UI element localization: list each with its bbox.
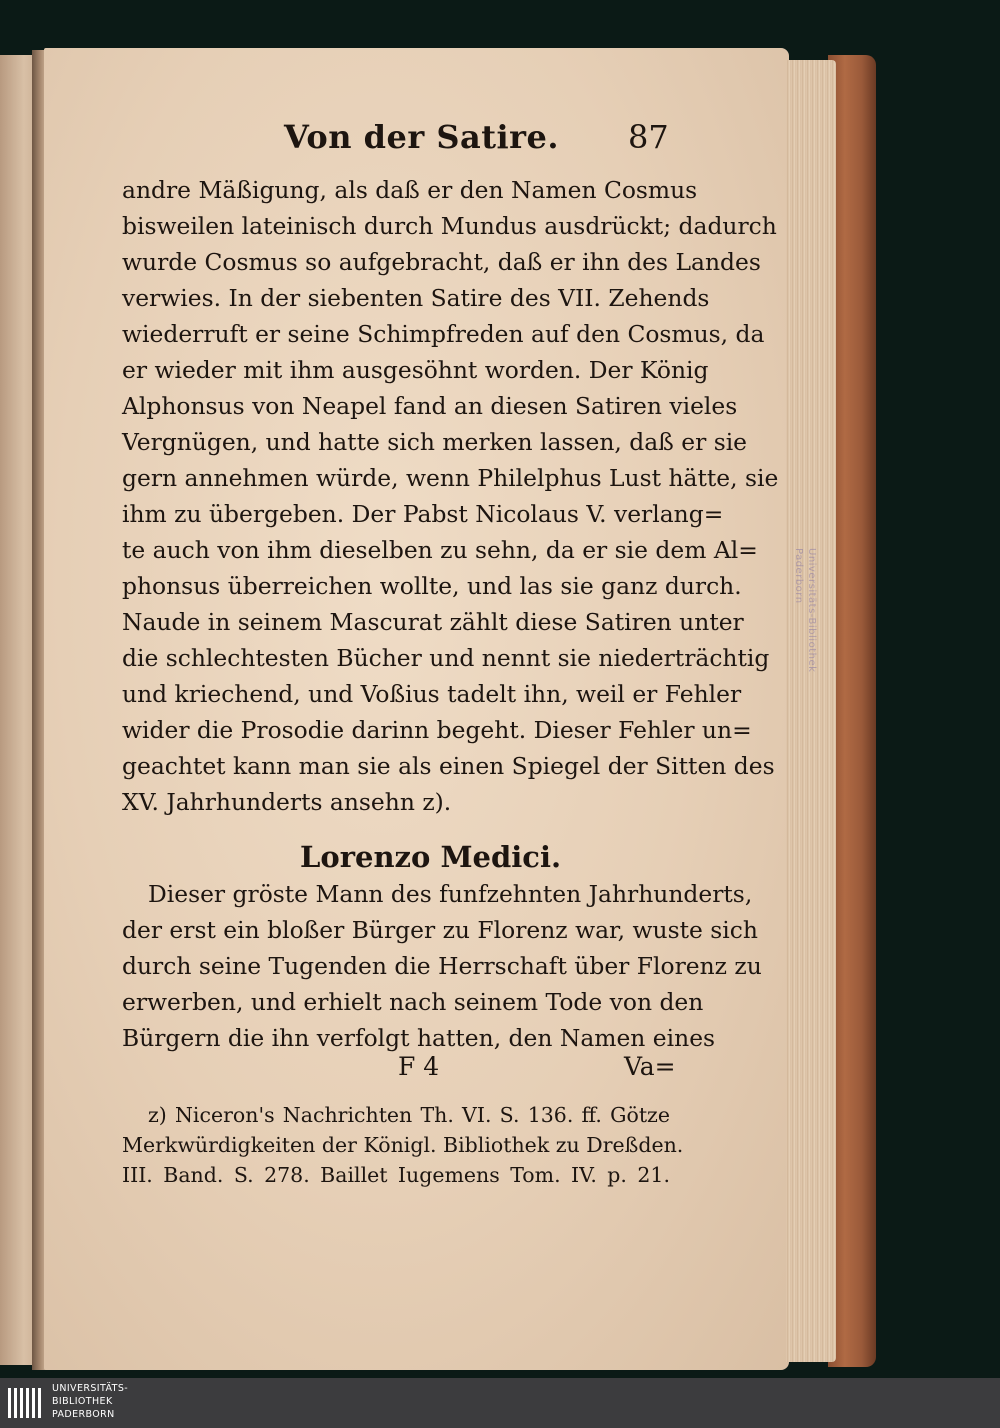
footnote-line: Merkwürdigkeiten der Königl. Bibliothek zu Dreßden.	[122, 1133, 684, 1157]
logo-line: UNIVERSITÄTS-	[52, 1383, 129, 1394]
footnote-line: z) Niceron's Nachrichten Th. VI. S. 136. ff. Götze	[148, 1103, 670, 1127]
running-head-title: Von der Satire.	[284, 118, 560, 156]
library-logo-text	[52, 1382, 128, 1421]
library-logo-icon	[6, 1384, 44, 1422]
logo-line: PADERBORN	[52, 1409, 115, 1420]
body-line: Alphonsus von Neapel fand an diesen Satiren vieles	[122, 392, 738, 420]
library-stamp	[788, 548, 818, 728]
section-line: Dieser gröste Mann des funfzehnten Jahrhunderts,	[148, 880, 753, 908]
section-line: der erst ein bloßer Bürger zu Florenz war, wuste sich	[122, 916, 758, 944]
library-stamp-line: Universitäts-Bibliothek	[806, 548, 817, 673]
section-line: erwerben, und erhielt nach seinem Tode von den	[122, 988, 704, 1016]
body-line: wider die Prosodie darinn begeht. Dieser Fehler un=	[122, 716, 752, 744]
body-line: Naude in seinem Mascurat zählt diese Satiren unter	[122, 608, 744, 636]
body-line: und kriechend, und Voßius tadelt ihn, weil er Fehler	[122, 680, 742, 708]
body-line: ihm zu übergeben. Der Pabst Nicolaus V. verlang=	[122, 500, 724, 528]
body-line: XV. Jahrhunderts ansehn z).	[122, 788, 452, 816]
logo-line: BIBLIOTHEK	[52, 1396, 113, 1407]
body-line: bisweilen lateinisch durch Mundus ausdrückt; dadurch	[122, 212, 777, 240]
body-line: gern annehmen würde, wenn Philelphus Lust hätte, sie	[122, 464, 779, 492]
library-stamp-line: Paderborn	[793, 548, 804, 604]
body-line: Vergnügen, und hatte sich merken lassen, daß er sie	[122, 428, 748, 456]
section-line: durch seine Tugenden die Herrschaft über Florenz zu	[122, 952, 762, 980]
section-heading: Lorenzo Medici.	[300, 840, 562, 874]
body-line: phonsus überreichen wollte, und las sie ganz durch.	[122, 572, 742, 600]
body-line: geachtet kann man sie als einen Spiegel der Sitten des	[122, 752, 775, 780]
catchword: Va=	[624, 1052, 676, 1081]
section-line: Bürgern die ihn verfolgt hatten, den Namen eines	[122, 1024, 716, 1052]
body-line: wurde Cosmus so aufgebracht, daß er ihn des Landes	[122, 248, 761, 276]
signature-mark: F 4	[398, 1052, 440, 1081]
page-number: 87	[628, 118, 669, 156]
body-line: verwies. In der siebenten Satire des VII. Zehends	[122, 284, 710, 312]
body-line: er wieder mit ihm ausgesöhnt worden. Der König	[122, 356, 709, 384]
body-line: wiederruft er seine Schimpfreden auf den Cosmus, da	[122, 320, 765, 348]
body-line: andre Mäßigung, als daß er den Namen Cosmus	[122, 176, 698, 204]
viewer-footer-bar	[0, 1378, 1000, 1428]
body-line: te auch von ihm dieselben zu sehn, da er sie dem Al=	[122, 536, 758, 564]
footnote-line: III. Band. S. 278. Baillet Iugemens Tom. IV. p. 21.	[122, 1163, 670, 1187]
body-line: die schlechtesten Bücher und nennt sie niederträchtig	[122, 644, 770, 672]
